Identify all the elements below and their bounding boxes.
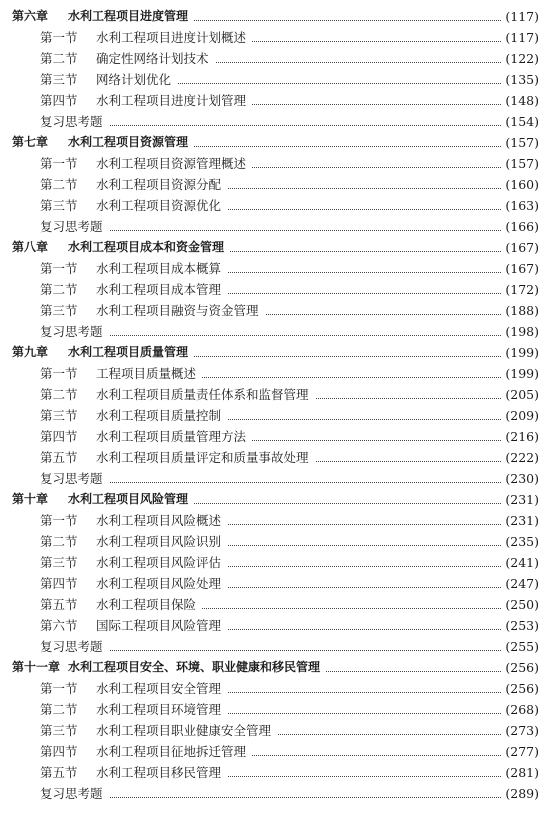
toc-page-number: (231) bbox=[501, 510, 539, 531]
toc-entry-title: 水利工程项目进度计划管理 bbox=[96, 93, 247, 108]
toc-section-entry[interactable] bbox=[0, 405, 551, 426]
toc-page-number: (172) bbox=[501, 279, 539, 300]
toc-entry-title: 水利工程项目质量管理方法 bbox=[96, 429, 247, 444]
toc-section-entry[interactable] bbox=[0, 174, 551, 195]
toc-entry-number: 第一节 bbox=[40, 513, 78, 528]
toc-entry-label bbox=[40, 720, 277, 741]
toc-entry-label bbox=[40, 615, 227, 636]
toc-entry-label bbox=[40, 699, 227, 720]
toc-section-entry[interactable] bbox=[0, 552, 551, 573]
toc-entry-label bbox=[40, 48, 215, 69]
dot-leader bbox=[40, 230, 501, 231]
toc-entry-title: 水利工程项目成本和资金管理 bbox=[68, 240, 225, 254]
toc-page-number: (231) bbox=[501, 489, 539, 510]
dot-leader bbox=[40, 335, 501, 336]
toc-page-number: (256) bbox=[501, 657, 539, 678]
toc-entry-label bbox=[40, 762, 227, 783]
toc-chapter-entry[interactable] bbox=[0, 657, 551, 678]
toc-entry-title: 复习思考题 bbox=[40, 219, 103, 234]
toc-entry-title: 水利工程项目融资与资金管理 bbox=[96, 303, 259, 318]
toc-page-number: (205) bbox=[501, 384, 539, 405]
toc-entry-number: 第二节 bbox=[40, 282, 78, 297]
toc-entry-label bbox=[12, 489, 194, 510]
toc-page-number: (117) bbox=[501, 27, 539, 48]
toc-entry-number: 第四节 bbox=[40, 744, 78, 759]
toc-entry-number: 第五节 bbox=[40, 597, 78, 612]
toc-page-number: (209) bbox=[501, 405, 539, 426]
toc-section-entry[interactable] bbox=[0, 510, 551, 531]
toc-entry-label bbox=[12, 6, 194, 27]
toc-page-number: (230) bbox=[501, 468, 539, 489]
toc-page-number: (235) bbox=[501, 531, 539, 552]
toc-entry-label bbox=[40, 384, 315, 405]
toc-entry-label bbox=[40, 90, 252, 111]
toc-entry-title: 水利工程项目风险管理 bbox=[68, 492, 189, 506]
toc-page-number: (188) bbox=[501, 300, 539, 321]
toc-section-entry[interactable] bbox=[0, 27, 551, 48]
toc-page-number: (167) bbox=[501, 258, 539, 279]
toc-entry-title: 水利工程项目资源管理概述 bbox=[96, 156, 247, 171]
toc-page-number: (253) bbox=[501, 615, 539, 636]
toc-entry-number: 第九章 bbox=[12, 345, 49, 359]
toc-section-entry[interactable] bbox=[0, 48, 551, 69]
toc-section-entry[interactable] bbox=[0, 90, 551, 111]
toc-entry-title: 水利工程项目成本概算 bbox=[96, 261, 222, 276]
toc-entry-title: 水利工程项目资源优化 bbox=[96, 198, 222, 213]
toc-section-entry[interactable] bbox=[0, 69, 551, 90]
toc-page-number: (216) bbox=[501, 426, 539, 447]
toc-entry-label bbox=[40, 636, 109, 657]
toc-page-number: (135) bbox=[501, 69, 539, 90]
toc-entry-title: 复习思考题 bbox=[40, 114, 103, 129]
toc-section-entry[interactable] bbox=[0, 153, 551, 174]
toc-page-number: (198) bbox=[501, 321, 539, 342]
toc-entry-number: 第四节 bbox=[40, 576, 78, 591]
toc-entry-label bbox=[40, 258, 227, 279]
toc-page-number: (277) bbox=[501, 741, 539, 762]
toc-entry-label bbox=[40, 111, 109, 132]
toc-entry-title: 网络计划优化 bbox=[96, 72, 172, 87]
toc-section-entry[interactable] bbox=[0, 195, 551, 216]
toc-section-entry[interactable] bbox=[0, 300, 551, 321]
toc-chapter-entry[interactable] bbox=[0, 237, 551, 258]
toc-entry-number: 第一节 bbox=[40, 30, 78, 45]
toc-page-number: (273) bbox=[501, 720, 539, 741]
toc-entry-label bbox=[40, 426, 252, 447]
toc-entry-number: 第五节 bbox=[40, 450, 78, 465]
toc-entry-label bbox=[40, 468, 109, 489]
toc-section-entry[interactable] bbox=[0, 573, 551, 594]
toc-page-number: (167) bbox=[501, 237, 539, 258]
toc-review-entry[interactable] bbox=[0, 321, 551, 342]
toc-entry-number: 第五节 bbox=[40, 765, 78, 780]
toc-section-entry[interactable] bbox=[0, 363, 551, 384]
toc-entry-title: 水利工程项目进度计划概述 bbox=[96, 30, 247, 45]
toc-entry-label bbox=[40, 783, 109, 804]
toc-entry-title: 复习思考题 bbox=[40, 471, 103, 486]
toc-entry-title: 水利工程项目质量管理 bbox=[68, 345, 189, 359]
dot-leader bbox=[40, 797, 501, 798]
table-of-contents bbox=[0, 6, 551, 804]
toc-page-number: (199) bbox=[501, 363, 539, 384]
toc-entry-title: 水利工程项目环境管理 bbox=[96, 702, 222, 717]
toc-page-number: (255) bbox=[501, 636, 539, 657]
toc-entry-number: 第四节 bbox=[40, 429, 78, 444]
toc-chapter-entry[interactable] bbox=[0, 342, 551, 363]
toc-section-entry[interactable] bbox=[0, 384, 551, 405]
toc-section-entry[interactable] bbox=[0, 615, 551, 636]
toc-page-number: (163) bbox=[501, 195, 539, 216]
toc-entry-title: 水利工程项目征地拆迁管理 bbox=[96, 744, 247, 759]
toc-entry-title: 水利工程项目成本管理 bbox=[96, 282, 222, 297]
toc-section-entry[interactable] bbox=[0, 447, 551, 468]
toc-section-entry[interactable] bbox=[0, 720, 551, 741]
toc-entry-label bbox=[40, 153, 252, 174]
toc-entry-title: 确定性网络计划技术 bbox=[96, 51, 209, 66]
toc-review-entry[interactable] bbox=[0, 783, 551, 804]
toc-page-number: (256) bbox=[501, 678, 539, 699]
toc-entry-title: 水利工程项目安全管理 bbox=[96, 681, 222, 696]
toc-section-entry[interactable] bbox=[0, 678, 551, 699]
toc-review-entry[interactable] bbox=[0, 636, 551, 657]
toc-page-number: (268) bbox=[501, 699, 539, 720]
toc-section-entry[interactable] bbox=[0, 531, 551, 552]
toc-page-number: (289) bbox=[501, 783, 539, 804]
toc-entry-label bbox=[40, 27, 252, 48]
toc-entry-number: 第一节 bbox=[40, 261, 78, 276]
toc-page-number: (122) bbox=[501, 48, 539, 69]
toc-page-number: (160) bbox=[501, 174, 539, 195]
toc-section-entry[interactable] bbox=[0, 258, 551, 279]
toc-entry-number: 第二节 bbox=[40, 51, 78, 66]
toc-entry-label bbox=[12, 132, 194, 153]
toc-entry-label bbox=[12, 237, 230, 258]
toc-entry-label bbox=[40, 678, 227, 699]
toc-entry-number: 第十章 bbox=[12, 492, 49, 506]
toc-page-number: (250) bbox=[501, 594, 539, 615]
toc-entry-title: 水利工程项目进度管理 bbox=[68, 9, 189, 23]
toc-entry-number: 第二节 bbox=[40, 177, 78, 192]
toc-entry-title: 水利工程项目资源分配 bbox=[96, 177, 222, 192]
toc-entry-number: 第三节 bbox=[40, 198, 78, 213]
toc-page-number: (281) bbox=[501, 762, 539, 783]
toc-entry-title: 水利工程项目安全、环境、职业健康和移民管理 bbox=[68, 660, 321, 674]
toc-entry-label bbox=[40, 594, 202, 615]
toc-entry-number: 第七章 bbox=[12, 135, 49, 149]
toc-entry-title: 水利工程项目风险处理 bbox=[96, 576, 222, 591]
toc-page-number: (117) bbox=[501, 6, 539, 27]
toc-entry-title: 水利工程项目移民管理 bbox=[96, 765, 222, 780]
toc-entry-label bbox=[40, 741, 252, 762]
toc-entry-label bbox=[40, 195, 227, 216]
toc-entry-label bbox=[40, 405, 227, 426]
toc-entry-title: 水利工程项目风险评估 bbox=[96, 555, 222, 570]
toc-section-entry[interactable] bbox=[0, 699, 551, 720]
toc-entry-title: 工程项目质量概述 bbox=[96, 366, 197, 381]
toc-review-entry[interactable] bbox=[0, 111, 551, 132]
toc-entry-title: 水利工程项目职业健康安全管理 bbox=[96, 723, 272, 738]
dot-leader bbox=[40, 125, 501, 126]
toc-entry-number: 第六章 bbox=[12, 9, 49, 23]
toc-entry-label bbox=[40, 531, 227, 552]
toc-page-number: (157) bbox=[501, 132, 539, 153]
toc-section-entry[interactable] bbox=[0, 426, 551, 447]
toc-entry-title: 水利工程项目风险概述 bbox=[96, 513, 222, 528]
toc-entry-label bbox=[12, 342, 194, 363]
toc-entry-number: 第六节 bbox=[40, 618, 78, 633]
toc-section-entry[interactable] bbox=[0, 279, 551, 300]
toc-entry-number: 第三节 bbox=[40, 72, 78, 87]
toc-page-number: (222) bbox=[501, 447, 539, 468]
toc-entry-title: 水利工程项目资源管理 bbox=[68, 135, 189, 149]
toc-page-number: (157) bbox=[501, 153, 539, 174]
toc-entry-number: 第三节 bbox=[40, 408, 78, 423]
toc-entry-number: 第一节 bbox=[40, 156, 78, 171]
toc-entry-title: 水利工程项目保险 bbox=[96, 597, 197, 612]
toc-entry-number: 第二节 bbox=[40, 702, 78, 717]
toc-entry-number: 第八章 bbox=[12, 240, 49, 254]
toc-entry-number: 第二节 bbox=[40, 387, 78, 402]
toc-page-number: (154) bbox=[501, 111, 539, 132]
toc-review-entry[interactable] bbox=[0, 468, 551, 489]
toc-entry-title: 水利工程项目风险识别 bbox=[96, 534, 222, 549]
toc-entry-label bbox=[40, 69, 177, 90]
toc-entry-label bbox=[40, 174, 227, 195]
toc-entry-number: 第二节 bbox=[40, 534, 78, 549]
toc-entry-number: 第一节 bbox=[40, 366, 78, 381]
toc-page-number: (148) bbox=[501, 90, 539, 111]
toc-entry-number: 第四节 bbox=[40, 93, 78, 108]
toc-entry-label bbox=[40, 300, 265, 321]
dot-leader bbox=[40, 482, 501, 483]
toc-section-entry[interactable] bbox=[0, 741, 551, 762]
toc-chapter-entry[interactable] bbox=[0, 489, 551, 510]
toc-page-number: (199) bbox=[501, 342, 539, 363]
toc-entry-title: 水利工程项目质量控制 bbox=[96, 408, 222, 423]
toc-entry-title: 复习思考题 bbox=[40, 786, 103, 801]
toc-chapter-entry[interactable] bbox=[0, 6, 551, 27]
toc-entry-label bbox=[40, 510, 227, 531]
toc-entry-title: 复习思考题 bbox=[40, 324, 103, 339]
toc-entry-title: 复习思考题 bbox=[40, 639, 103, 654]
toc-entry-label bbox=[40, 321, 109, 342]
toc-entry-number: 第一节 bbox=[40, 681, 78, 696]
toc-entry-label bbox=[40, 573, 227, 594]
toc-entry-label bbox=[40, 216, 109, 237]
toc-page-number: (247) bbox=[501, 573, 539, 594]
toc-entry-number: 第三节 bbox=[40, 555, 78, 570]
toc-entry-title: 国际工程项目风险管理 bbox=[96, 618, 222, 633]
toc-entry-number: 第三节 bbox=[40, 723, 78, 738]
toc-section-entry[interactable] bbox=[0, 762, 551, 783]
toc-entry-number: 第三节 bbox=[40, 303, 78, 318]
toc-entry-label bbox=[40, 447, 315, 468]
toc-entry-title: 水利工程项目质量责任体系和监督管理 bbox=[96, 387, 309, 402]
toc-entry-number: 第十一章 bbox=[12, 660, 61, 674]
toc-chapter-entry[interactable] bbox=[0, 132, 551, 153]
toc-page-number: (166) bbox=[501, 216, 539, 237]
toc-entry-label bbox=[40, 552, 227, 573]
toc-review-entry[interactable] bbox=[0, 216, 551, 237]
toc-entry-label bbox=[12, 657, 326, 678]
toc-section-entry[interactable] bbox=[0, 594, 551, 615]
toc-entry-label bbox=[40, 279, 227, 300]
toc-page-number: (241) bbox=[501, 552, 539, 573]
toc-entry-label bbox=[40, 363, 202, 384]
dot-leader bbox=[40, 650, 501, 651]
toc-entry-title: 水利工程项目质量评定和质量事故处理 bbox=[96, 450, 309, 465]
